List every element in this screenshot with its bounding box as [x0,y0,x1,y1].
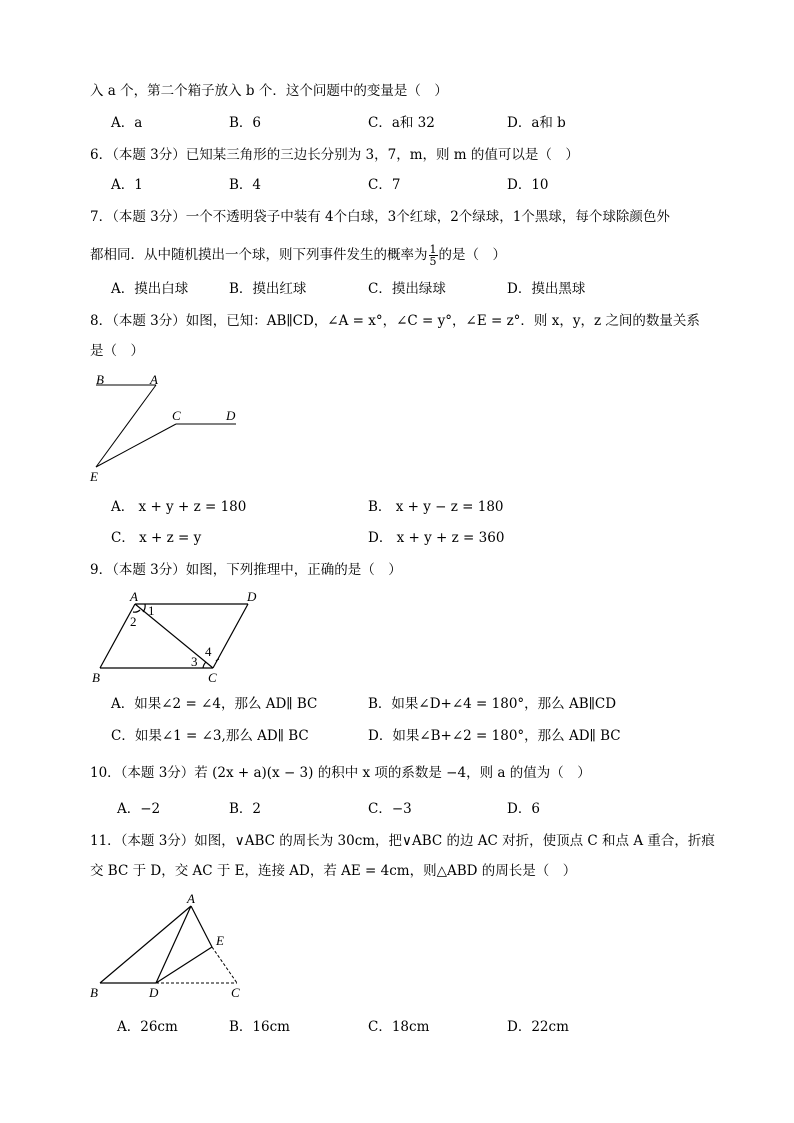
q8-fig-label-e: E [90,469,98,484]
q8-fig-label-a: A [150,372,158,387]
q11-fig-label-a: A [187,894,195,906]
q9-figure [88,586,268,686]
q7-fraction-denominator: 5 [429,255,437,268]
q5-option-a[interactable]: A．a [111,115,143,131]
q8-fig-label-b: B [96,372,104,387]
q7-option-d[interactable]: D．摸出黑球 [507,281,586,297]
q9-fig-angle-4: 4 [205,644,212,659]
q7-fraction [429,244,438,267]
q11-fig-label-e: E [216,933,224,948]
q8-option-a[interactable]: A． x + y + z = 180 [111,499,247,515]
q11-fig-label-c: C [231,985,240,1000]
q8-fig-label-c: C [172,408,181,423]
q8-fig-label-d: D [226,408,236,423]
q6-option-b[interactable]: B．4 [229,177,262,193]
q11-fig-label-d: D [149,985,159,1000]
q5-option-c[interactable]: C．a和 32 [368,115,435,131]
q7-option-b[interactable]: B．摸出红球 [229,281,307,297]
q11-fig-label-b: B [90,985,98,1000]
q8-option-d[interactable]: D． x + y + z = 360 [368,530,505,546]
q6-option-a[interactable]: A．1 [111,177,143,193]
q9-option-d[interactable]: D．如果∠B+∠2 = 180°，那么 AD∥ BC [368,728,621,744]
q10-option-a[interactable]: A．−2 [117,801,161,817]
q11-stem-line1: 11．（本题 3分）如图，∨ABC 的周长为 30cm，把∨ABC 的边 AC 对折，使顶点 C 和点 A 重合，折痕 [90,833,715,849]
q11-option-a[interactable]: A．26cm [117,1019,178,1035]
q10-option-c[interactable]: C．−3 [368,801,412,817]
q9-fig-label-c: C [208,670,217,685]
q11-option-b[interactable]: B．16cm [229,1019,290,1035]
q5-option-d[interactable]: D．a和 b [507,115,566,131]
q9-fig-angle-2: 2 [130,614,137,629]
q8-stem-line1: 8．（本题 3分）如图，已知：AB∥CD，∠A = x°，∠C = y°，∠E = z°．则 x，y，z 之间的数量关系 [90,313,700,329]
q7-option-c[interactable]: C．摸出绿球 [368,281,446,297]
q11-stem-line2: 交 BC 于 D，交 AC 于 E，连接 AD，若 AE = 4cm，则△ABD 的周长是（ ） [90,863,577,879]
q9-stem: 9．（本题 3分）如图，下列推理中，正确的是（ ） [90,562,402,578]
q8-option-c[interactable]: C． x + z = y [111,530,202,546]
q10-option-d[interactable]: D．6 [507,801,540,817]
q10-option-b[interactable]: B．2 [229,801,262,817]
q9-fig-label-b: B [92,670,100,685]
q5-option-b[interactable]: B．6 [229,115,262,131]
q11-figure [88,894,258,1004]
q11-option-d[interactable]: D．22cm [507,1019,569,1035]
q7-fraction-numerator: 1 [429,243,437,256]
q8-option-b[interactable]: B． x + y − z = 180 [368,499,504,515]
q9-fig-label-a: A [130,589,138,604]
q9-option-a[interactable]: A．如果∠2 = ∠4，那么 AD∥ BC [111,696,318,712]
q8-figure [86,370,256,485]
q9-option-b[interactable]: B．如果∠D+∠4 = 180°，那么 AB∥CD [368,696,617,712]
q9-fig-label-d: D [247,589,257,604]
q10-stem: 10．（本题 3分）若 (2x + a)(x − 3) 的积中 x 项的系数是 −4，则 a 的值为（ ） [90,765,591,781]
q6-option-c[interactable]: C．7 [368,177,401,193]
q7-stem-line1: 7．（本题 3分）一个不透明袋子中装有 4个白球，3个红球，2个绿球，1个黑球，每个球除颜色外 [90,209,670,225]
q7-stem-pre: 都相同．从中随机摸出一个球，则下列事件发生的概率为 [90,247,428,263]
q8-stem-line2: 是（ ） [90,343,144,359]
q11-option-c[interactable]: C．18cm [368,1019,430,1035]
q9-option-c[interactable]: C．如果∠1 = ∠3,那么 AD∥ BC [111,728,309,744]
q5-stem-tail: 入 a 个，第二个箱子放入 b 个．这个问题中的变量是（ ） [90,83,448,99]
q6-stem: 6．（本题 3分）已知某三角形的三边长分别为 3，7，m，则 m 的值可以是（ ） [90,147,579,163]
q7-option-a[interactable]: A．摸出白球 [111,281,189,297]
q7-stem-post: 的是（ ） [438,247,506,263]
q9-fig-angle-3: 3 [191,654,198,669]
q7-stem-line2 [90,244,506,267]
q6-option-d[interactable]: D．10 [507,177,549,193]
q9-fig-angle-1: 1 [148,603,155,618]
